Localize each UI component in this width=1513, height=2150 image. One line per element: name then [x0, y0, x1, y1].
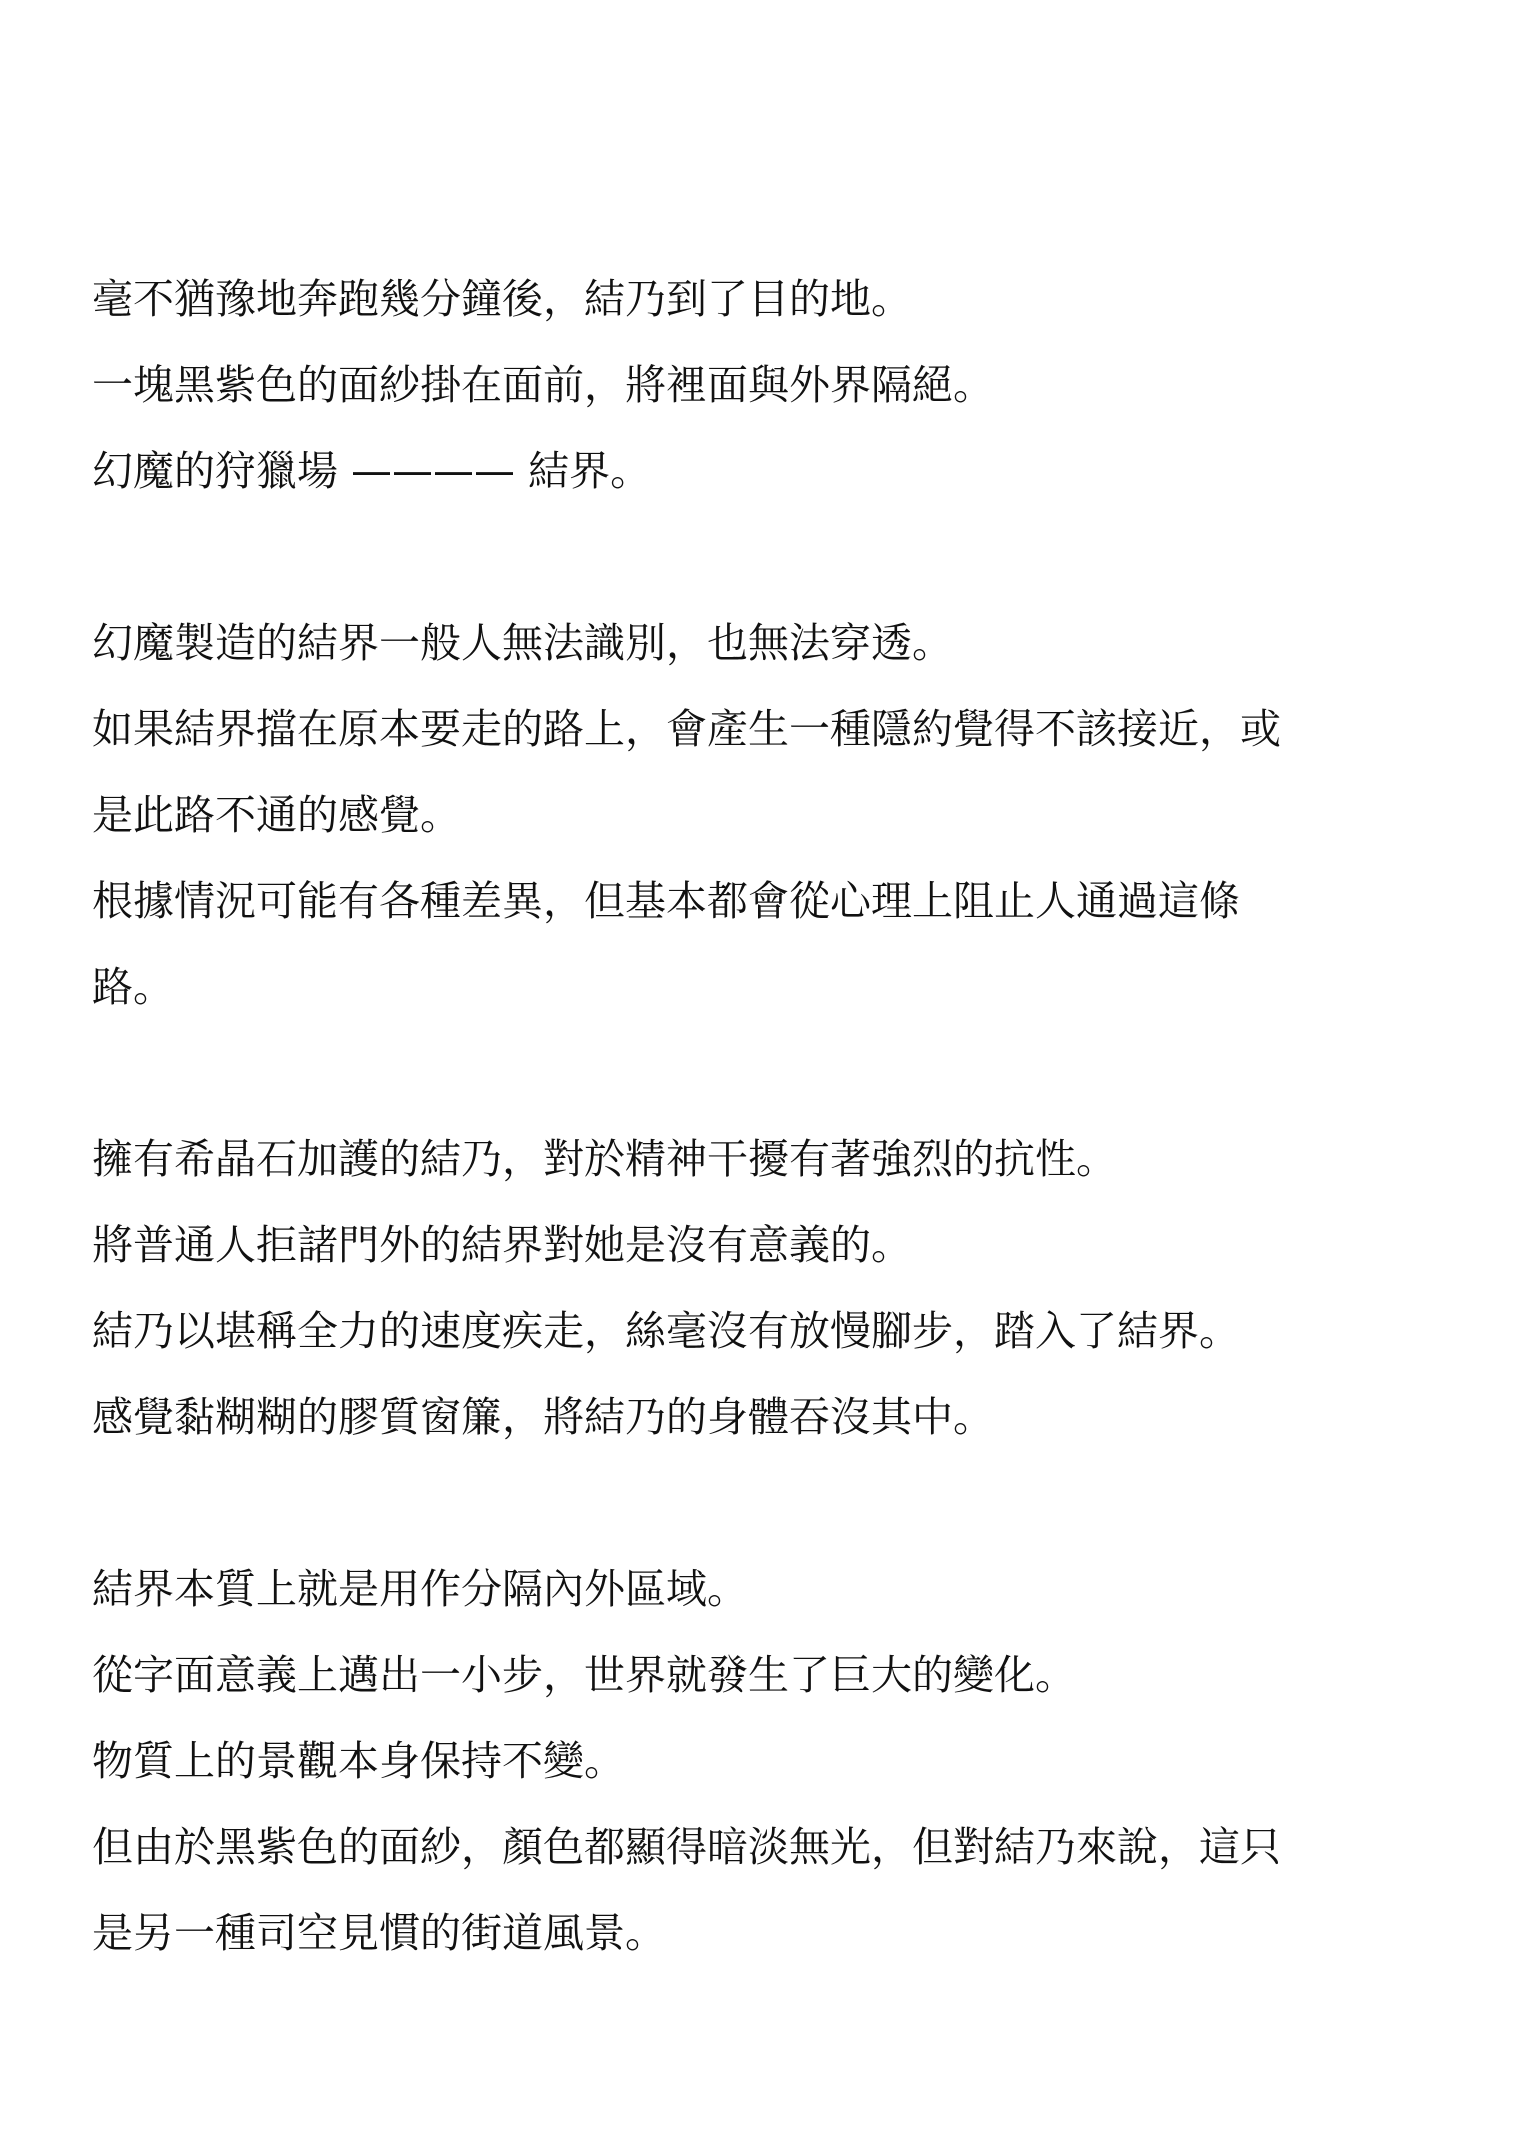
text-line: 是此路不通的感覺。 [92, 791, 461, 839]
text-line: 將普通人拒諸門外的結界對她是沒有意義的。 [92, 1221, 912, 1269]
text-line: 物質上的景觀本身保持不變。 [92, 1737, 625, 1785]
paragraph-4 [92, 1546, 1442, 1976]
paragraph-gap [92, 1030, 1442, 1116]
text-line: 毫不猶豫地奔跑幾分鐘後，結乃到了目的地。 [92, 275, 912, 323]
text-line: 一塊黑紫色的面紗掛在面前，將裡面與外界隔絕。 [92, 361, 994, 409]
text-line: 結界本質上就是用作分隔內外區域。 [92, 1565, 748, 1613]
text-line: 如果結界擋在原本要走的路上，會產生一種隱約覺得不該接近，或 [92, 705, 1281, 753]
text-line: 結乃以堪稱全力的速度疾走，絲毫沒有放慢腳步，踏入了結界。 [92, 1307, 1240, 1355]
text-line: 根據情況可能有各種差異，但基本都會從心理上阻止人通過這條 [92, 877, 1240, 925]
text-line: 路。 [92, 963, 174, 1011]
text-line: 擁有希晶石加護的結乃，對於精神干擾有著強烈的抗性。 [92, 1135, 1117, 1183]
text-line: 從字面意義上邁出一小步，世界就發生了巨大的變化。 [92, 1651, 1076, 1699]
text-line: 是另一種司空見慣的街道風景。 [92, 1909, 666, 1957]
text-line: 幻魔的狩獵場 ———— 結界。 [92, 447, 652, 495]
text-line: 但由於黑紫色的面紗，顏色都顯得暗淡無光，但對結乃來說，這只 [92, 1823, 1281, 1871]
paragraph-2 [92, 600, 1442, 1030]
text-line: 感覺黏糊糊的膠質窗簾，將結乃的身體吞沒其中。 [92, 1393, 994, 1441]
paragraph-gap [92, 1460, 1442, 1546]
paragraph-gap [92, 514, 1442, 600]
document-body [92, 256, 1442, 1976]
paragraph-1 [92, 256, 1442, 514]
text-line: 幻魔製造的結界一般人無法識別，也無法穿透。 [92, 619, 953, 667]
paragraph-3 [92, 1116, 1442, 1460]
